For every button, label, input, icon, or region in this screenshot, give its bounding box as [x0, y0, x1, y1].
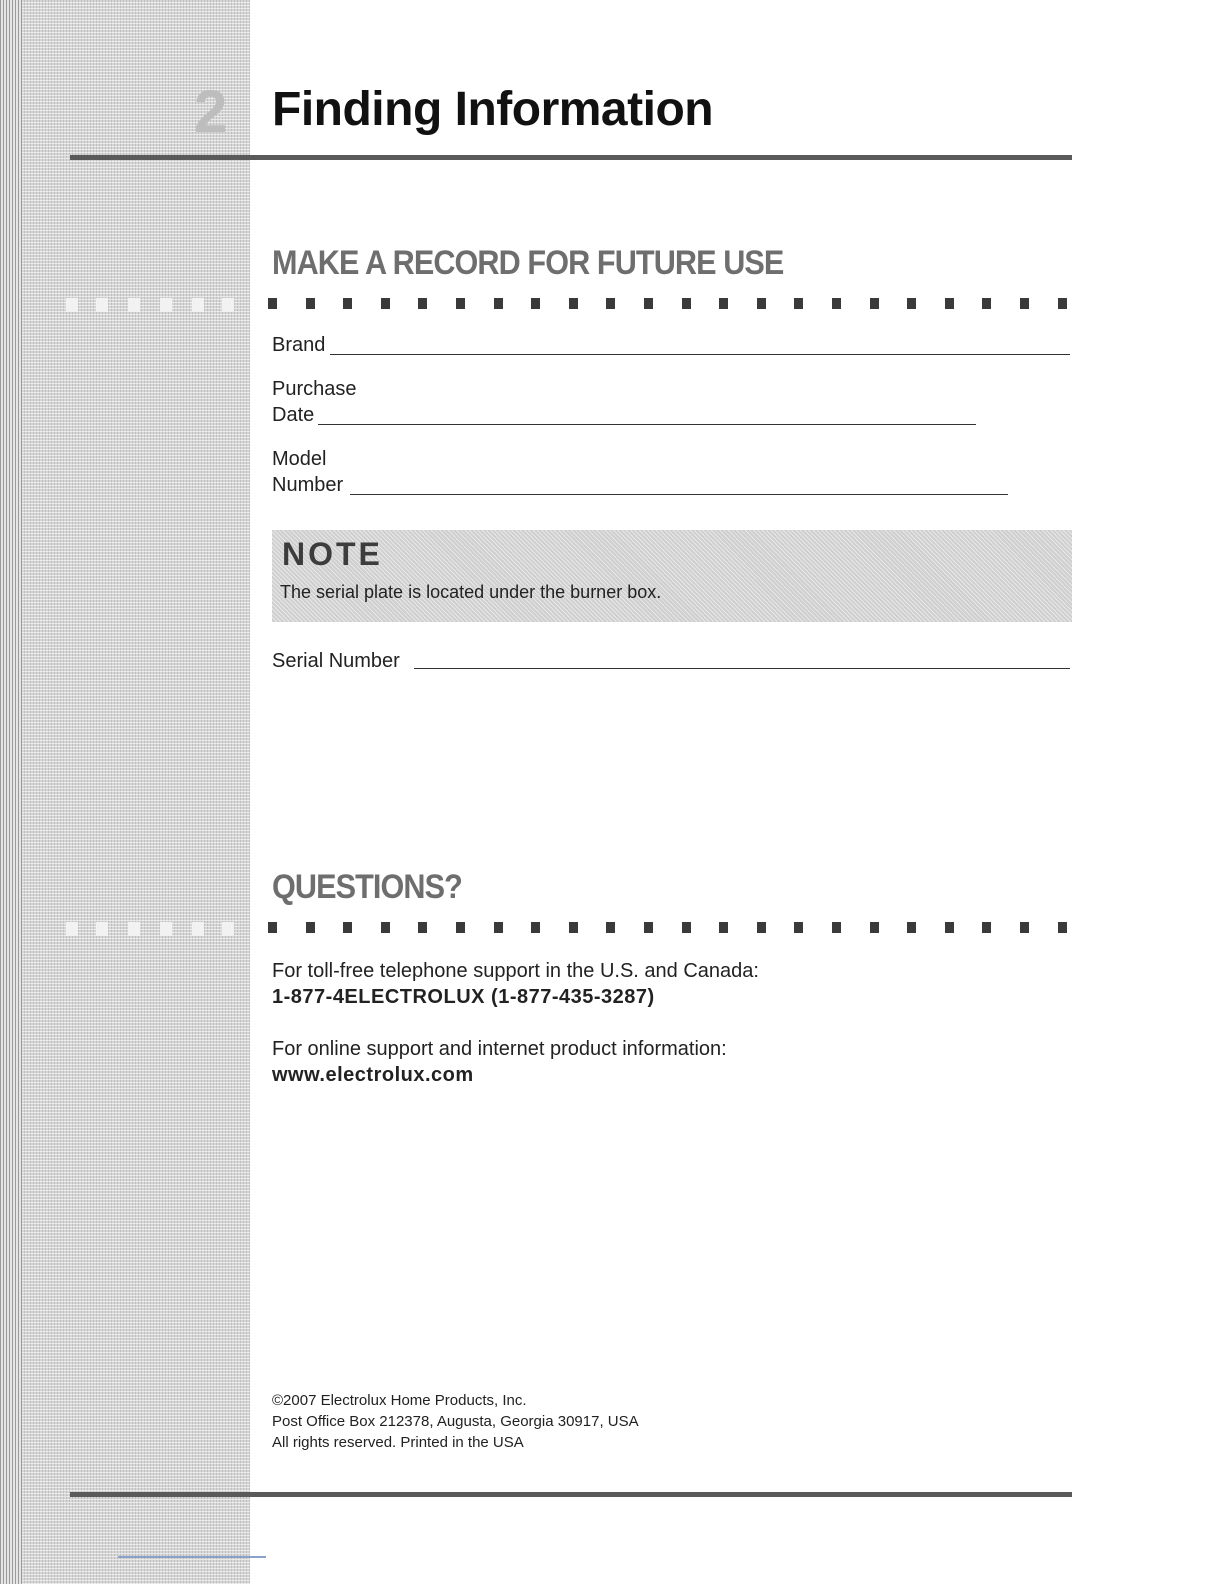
divider-dot [343, 922, 352, 933]
divider-dot [757, 298, 766, 309]
purchase-date-field[interactable] [272, 376, 357, 428]
divider-dot [644, 922, 653, 933]
sidebar-dots-questions [66, 922, 236, 936]
divider-dot [606, 298, 615, 309]
divider-dot [982, 298, 991, 309]
number-label: Number [272, 474, 344, 496]
divider-dot [794, 298, 803, 309]
divider-dot [682, 298, 691, 309]
divider-dot [945, 298, 954, 309]
phone-number[interactable]: 1-877-4ELECTROLUX (1-877-435-3287) [272, 986, 655, 1008]
divider-dot [907, 298, 916, 309]
divider-dot [494, 298, 503, 309]
divider-dot [907, 922, 916, 933]
divider-dot [794, 922, 803, 933]
bottom-divider [70, 1492, 1072, 1497]
brand-field[interactable] [272, 332, 325, 358]
divider-dot [456, 298, 465, 309]
footer-address: Post Office Box 212378, Augusta, Georgia 30917, USA [272, 1413, 639, 1430]
purchase-label: Purchase [272, 378, 357, 400]
sidebar-edge [0, 0, 22, 1584]
divider-dot [531, 922, 540, 933]
divider-dot [306, 922, 315, 933]
divider-dot [306, 298, 315, 309]
model-label: Model [272, 448, 327, 470]
divider-dot [381, 298, 390, 309]
divider-dot [682, 922, 691, 933]
note-title: NOTE [282, 536, 383, 572]
divider-dot [569, 298, 578, 309]
purchase-date-line [318, 424, 976, 425]
model-number-field[interactable] [272, 446, 343, 498]
divider-dot [644, 298, 653, 309]
date-label: Date [272, 404, 315, 426]
model-number-line [350, 494, 1008, 495]
divider-dot [494, 922, 503, 933]
divider-dot [982, 922, 991, 933]
divider-dot [719, 922, 728, 933]
chapter-number: 2 [194, 78, 228, 145]
brand-line [330, 354, 1070, 355]
sidebar-pattern [0, 0, 250, 1584]
serial-label: Serial Number [272, 650, 400, 672]
divider-dot [381, 922, 390, 933]
divider-dot [606, 922, 615, 933]
divider-dot [343, 298, 352, 309]
divider-dot [1020, 922, 1029, 933]
divider-dot [418, 298, 427, 309]
dot-divider-questions [268, 922, 1076, 934]
divider-dot [870, 298, 879, 309]
footer-copyright: ©2007 Electrolux Home Products, Inc. [272, 1392, 527, 1409]
divider-dot [832, 922, 841, 933]
note-text: The serial plate is located under the burner box. [280, 582, 662, 602]
record-heading: MAKE A RECORD FOR FUTURE USE [272, 244, 784, 282]
page-title: Finding Information [272, 83, 714, 136]
online-intro: For online support and internet product information: [272, 1038, 727, 1060]
top-divider [70, 155, 1072, 160]
footer-rights: All rights reserved. Printed in the USA [272, 1434, 524, 1451]
serial-number-line [414, 668, 1070, 669]
divider-dot [569, 922, 578, 933]
note-box [272, 530, 1072, 622]
divider-dot [1058, 922, 1067, 933]
serial-number-field[interactable] [272, 648, 400, 674]
website-link[interactable]: www.electrolux.com [272, 1064, 474, 1086]
divider-dot [870, 922, 879, 933]
divider-dot [268, 922, 277, 933]
sidebar-dots-record [66, 298, 236, 312]
dot-divider-record [268, 298, 1076, 310]
divider-dot [268, 298, 277, 309]
phone-intro: For toll-free telephone support in the U.S. and Canada: [272, 960, 759, 982]
divider-dot [456, 922, 465, 933]
divider-dot [945, 922, 954, 933]
divider-dot [1020, 298, 1029, 309]
sidebar-bottom-line [118, 1556, 266, 1558]
brand-label: Brand [272, 334, 326, 356]
divider-dot [531, 298, 540, 309]
divider-dot [832, 298, 841, 309]
divider-dot [757, 922, 766, 933]
divider-dot [418, 922, 427, 933]
divider-dot [719, 298, 728, 309]
divider-dot [1058, 298, 1067, 309]
questions-heading: QUESTIONS? [272, 868, 462, 906]
